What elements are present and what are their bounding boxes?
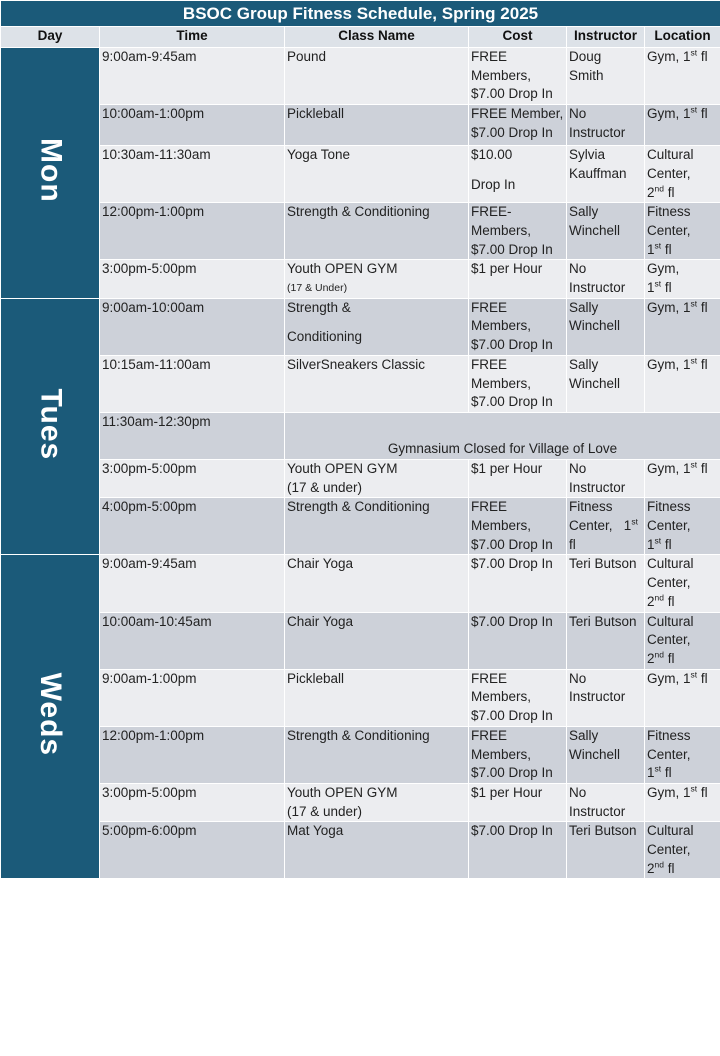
- cost-cell: $7.00 Drop In: [469, 612, 567, 669]
- table-row: [1, 498, 720, 555]
- location-cell: Gym, 1st fl: [645, 48, 720, 105]
- location-cell: Cultural Center, 2nd fl: [645, 555, 720, 612]
- cost-cell: $7.00 Drop In: [469, 555, 567, 612]
- day-cell-weds: [1, 555, 100, 879]
- location-cell: Cultural Center, 2nd fl: [645, 822, 720, 879]
- cost-cell: $7.00 Drop In: [469, 822, 567, 879]
- class-cell: Pickleball: [285, 669, 469, 726]
- table-row: [1, 412, 720, 459]
- time-cell: 9:00am-10:00am: [100, 298, 285, 355]
- class-cell: Youth OPEN GYM (17 & Under): [285, 260, 469, 298]
- location-cell: Fitness Center, 1st fl: [645, 726, 720, 783]
- cost-cell: $1 per Hour: [469, 783, 567, 821]
- instructor-cell: Sally Winchell: [567, 355, 645, 412]
- instructor-cell: No Instructor: [567, 105, 645, 146]
- table-row: [1, 726, 720, 783]
- class-cell: Chair Yoga: [285, 612, 469, 669]
- closed-notice: Gymnasium Closed for Village of Love: [285, 412, 720, 459]
- instructor-cell: Teri Butson: [567, 612, 645, 669]
- instructor-cell: No Instructor: [567, 459, 645, 497]
- table-row: [1, 822, 720, 879]
- instructor-cell: Sally Winchell: [567, 203, 645, 260]
- class-note: (17 & Under): [287, 282, 348, 295]
- instructor-cell: Fitness Center, 1st fl: [567, 498, 645, 555]
- instructor-cell: Teri Butson: [567, 555, 645, 612]
- cost-cell: $10.00 Drop In: [469, 146, 567, 203]
- location-cell: Cultural Center, 2nd fl: [645, 146, 720, 203]
- header-row: [1, 27, 720, 48]
- table-row: [1, 260, 720, 298]
- time-cell: 12:00pm-1:00pm: [100, 203, 285, 260]
- table-row: [1, 555, 720, 612]
- table-row: [1, 612, 720, 669]
- class-cell: Pound: [285, 48, 469, 105]
- cost-cell: FREE Member, $7.00 Drop In: [469, 105, 567, 146]
- day-label-weds: Weds: [34, 672, 68, 757]
- cost-cell: FREE Members, $7.00 Drop In: [469, 298, 567, 355]
- location-cell: Fitness Center, 1st fl: [645, 203, 720, 260]
- time-cell: 9:00am-9:45am: [100, 48, 285, 105]
- class-cell: Strength & Conditioning: [285, 203, 469, 260]
- cost-cell: $1 per Hour: [469, 459, 567, 497]
- day-label-tues: Tues: [34, 388, 68, 460]
- cost-cell: FREE Members, $7.00 Drop In: [469, 48, 567, 105]
- class-cell: Strength & Conditioning: [285, 498, 469, 555]
- table-row: [1, 669, 720, 726]
- time-cell: 9:00am-1:00pm: [100, 669, 285, 726]
- class-cell: Youth OPEN GYM (17 & under): [285, 783, 469, 821]
- time-cell: 9:00am-9:45am: [100, 555, 285, 612]
- class-cell: Yoga Tone: [285, 146, 469, 203]
- header-class: Class Name: [285, 27, 469, 48]
- instructor-cell: Sally Winchell: [567, 298, 645, 355]
- cost-cell: FREE Members, $7.00 Drop In: [469, 355, 567, 412]
- instructor-cell: Teri Butson: [567, 822, 645, 879]
- cost-cell: FREE Members, $7.00 Drop In: [469, 498, 567, 555]
- location-cell: Fitness Center, 1st fl: [645, 498, 720, 555]
- day-label-mon: Mon: [34, 138, 68, 203]
- table-row: [1, 203, 720, 260]
- day-cell-mon: [1, 48, 100, 299]
- cost-cell: FREE Members, $7.00 Drop In: [469, 669, 567, 726]
- time-cell: 4:00pm-5:00pm: [100, 498, 285, 555]
- time-cell: 3:00pm-5:00pm: [100, 783, 285, 821]
- location-cell: Gym, 1st fl: [645, 105, 720, 146]
- instructor-cell: No Instructor: [567, 260, 645, 298]
- class-cell: Strength & Conditioning: [285, 726, 469, 783]
- location-cell: Cultural Center, 2nd fl: [645, 612, 720, 669]
- class-cell: Mat Yoga: [285, 822, 469, 879]
- day-cell-tues: [1, 298, 100, 555]
- instructor-cell: Doug Smith: [567, 48, 645, 105]
- instructor-cell: No Instructor: [567, 783, 645, 821]
- instructor-cell: No Instructor: [567, 669, 645, 726]
- location-cell: Gym, 1st fl: [645, 355, 720, 412]
- instructor-cell: Sally Winchell: [567, 726, 645, 783]
- location-cell: Gym, 1st fl: [645, 298, 720, 355]
- time-cell: 10:00am-10:45am: [100, 612, 285, 669]
- header-instructor: Instructor: [567, 27, 645, 48]
- cost-cell: FREE- Members, $7.00 Drop In: [469, 203, 567, 260]
- location-cell: Gym, 1st fl: [645, 459, 720, 497]
- class-cell: Strength & Conditioning: [285, 298, 469, 355]
- header-day: Day: [1, 27, 100, 48]
- time-cell: 10:30am-11:30am: [100, 146, 285, 203]
- table-row: [1, 355, 720, 412]
- time-cell: 5:00pm-6:00pm: [100, 822, 285, 879]
- header-time: Time: [100, 27, 285, 48]
- table-row: [1, 459, 720, 497]
- location-cell: Gym, 1st fl: [645, 783, 720, 821]
- header-cost: Cost: [469, 27, 567, 48]
- time-cell: 3:00pm-5:00pm: [100, 260, 285, 298]
- time-cell: 10:00am-1:00pm: [100, 105, 285, 146]
- class-cell: SilverSneakers Classic: [285, 355, 469, 412]
- time-cell: 11:30am-12:30pm: [100, 412, 285, 459]
- table-row: [1, 298, 720, 355]
- class-cell: Youth OPEN GYM (17 & under): [285, 459, 469, 497]
- instructor-cell: Sylvia Kauffman: [567, 146, 645, 203]
- cost-cell: $1 per Hour: [469, 260, 567, 298]
- cost-cell: FREE Members, $7.00 Drop In: [469, 726, 567, 783]
- schedule-title: BSOC Group Fitness Schedule, Spring 2025: [1, 1, 720, 27]
- location-cell: Gym, 1st fl: [645, 260, 720, 298]
- table-row: [1, 146, 720, 203]
- location-cell: Gym, 1st fl: [645, 669, 720, 726]
- time-cell: 3:00pm-5:00pm: [100, 459, 285, 497]
- time-cell: 12:00pm-1:00pm: [100, 726, 285, 783]
- time-cell: 10:15am-11:00am: [100, 355, 285, 412]
- table-row: [1, 783, 720, 821]
- table-row: [1, 48, 720, 105]
- table-row: [1, 105, 720, 146]
- header-location: Location: [645, 27, 720, 48]
- class-cell: Chair Yoga: [285, 555, 469, 612]
- class-cell: Pickleball: [285, 105, 469, 146]
